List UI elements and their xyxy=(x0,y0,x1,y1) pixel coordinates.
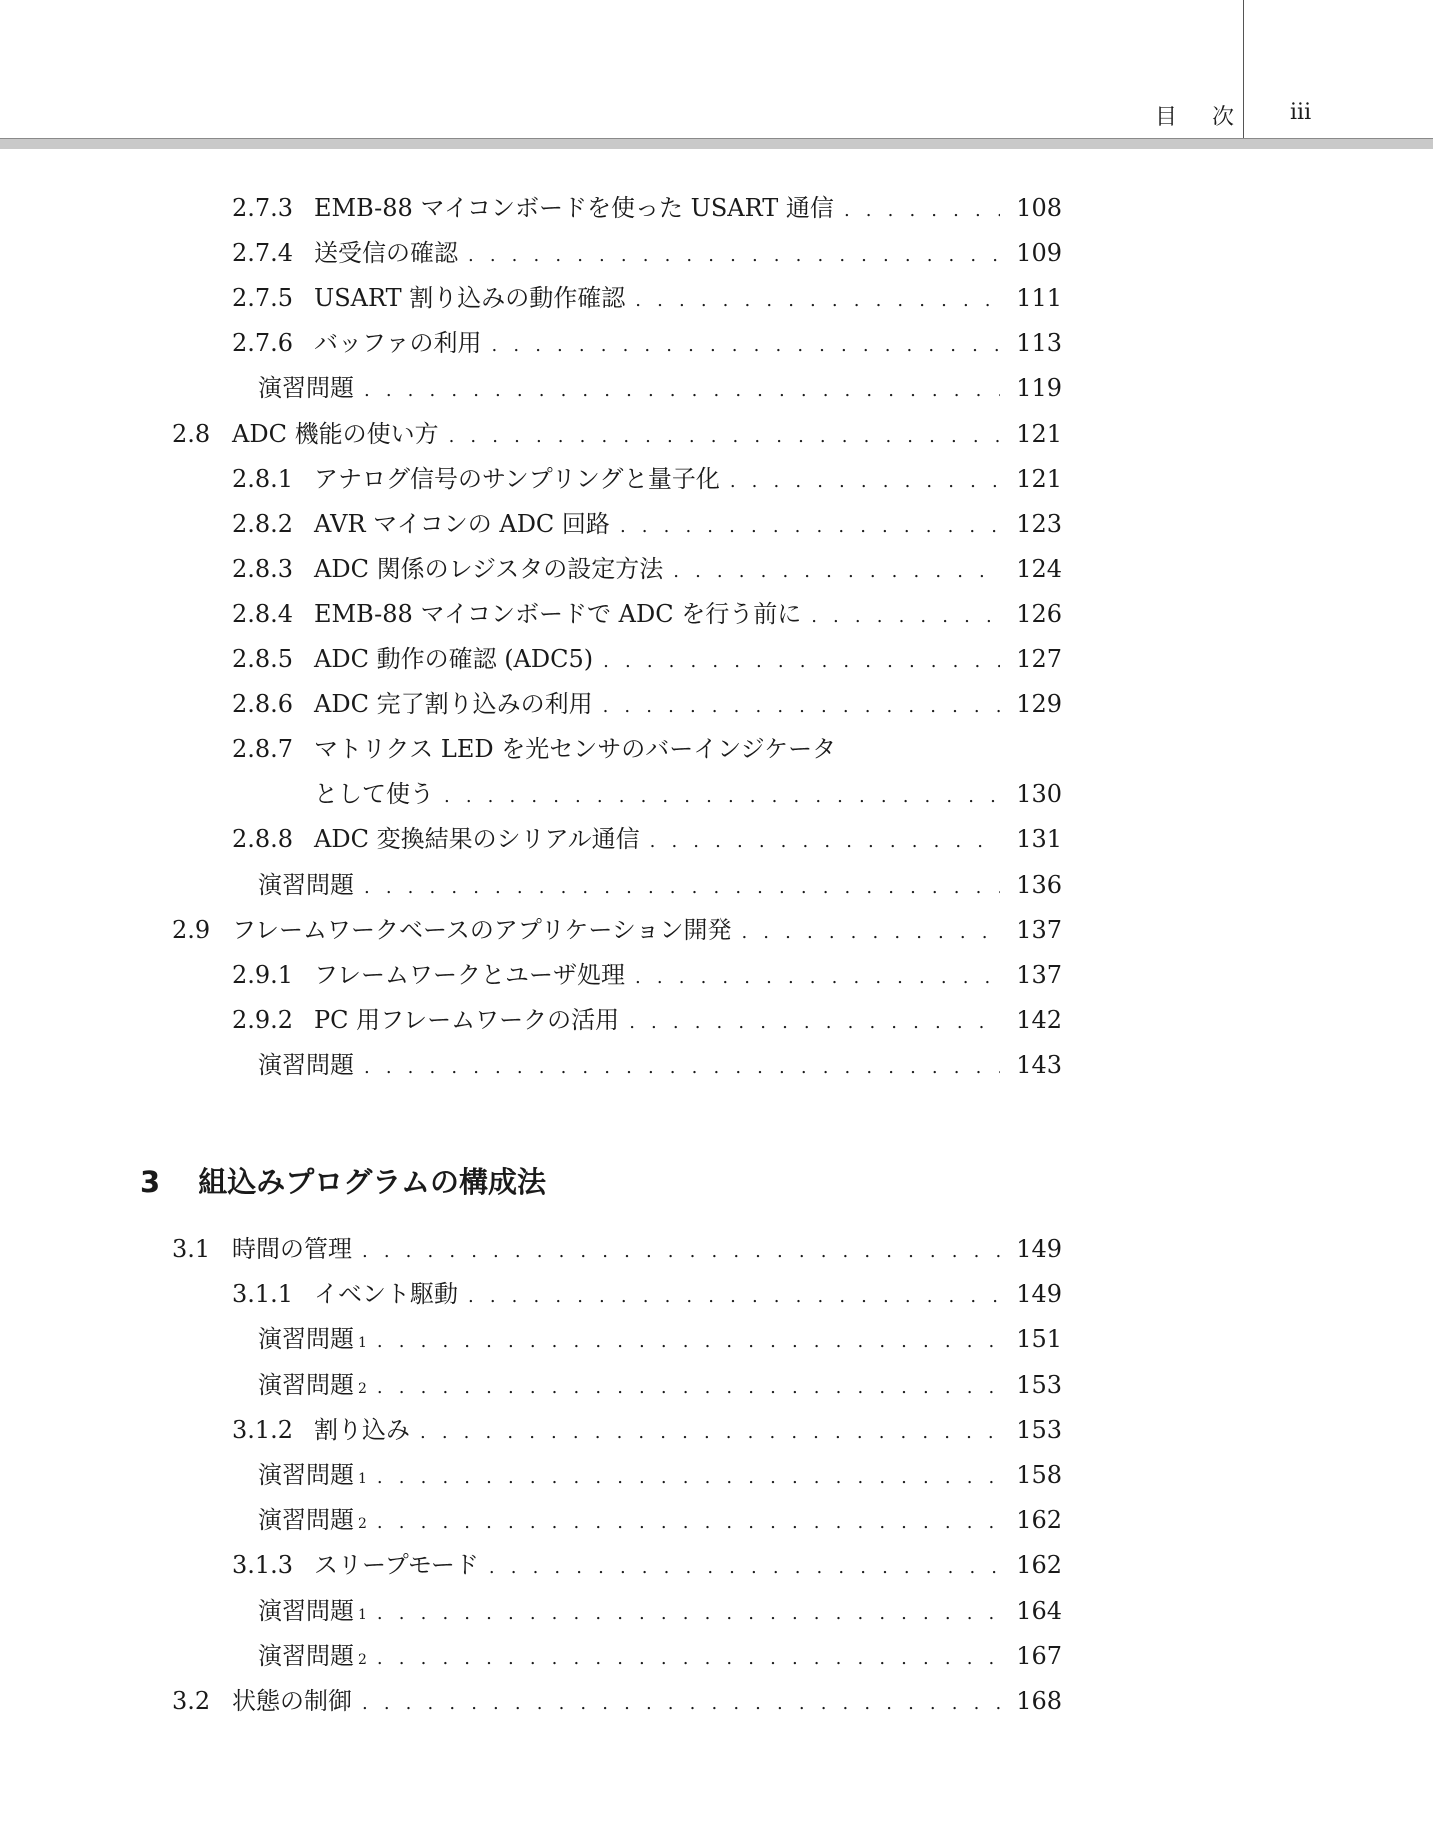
toc-entry-page: 137 xyxy=(1016,915,1062,944)
toc-entry xyxy=(232,462,1062,496)
dot-leader xyxy=(377,1503,1000,1540)
toc-entry xyxy=(232,687,1062,721)
toc-entry-page: 131 xyxy=(1016,825,1062,854)
toc-entry-subscript: 1 xyxy=(358,1335,367,1352)
toc-entry-page: 121 xyxy=(1016,419,1062,448)
dot-leader xyxy=(603,687,1000,724)
toc-entry-page: 130 xyxy=(1016,780,1062,809)
toc-entry xyxy=(258,1458,1062,1492)
toc-entry-page: 123 xyxy=(1016,509,1062,538)
toc-entry xyxy=(258,1322,1062,1356)
toc-entry xyxy=(232,191,1062,225)
toc-entry-title: マトリクス LED を光センサのバーインジケータ xyxy=(314,735,837,764)
toc-entry-title: 演習問題 xyxy=(258,1506,354,1535)
toc-entry-title: 演習問題 xyxy=(258,1325,354,1354)
dot-leader xyxy=(468,236,1000,273)
toc-entry-page: 124 xyxy=(1016,554,1062,583)
toc-entry xyxy=(172,1232,1062,1266)
toc-entry-page: 158 xyxy=(1016,1461,1062,1489)
toc-entry-subscript: 2 xyxy=(358,1380,367,1397)
header-rule xyxy=(0,138,1433,149)
dot-leader xyxy=(730,462,1000,499)
toc-entry xyxy=(258,868,1062,902)
toc-entry-title: 演習問題 xyxy=(258,1370,354,1399)
chapter-heading xyxy=(140,1160,546,1201)
toc-entry-page: 129 xyxy=(1016,690,1062,719)
toc-entry-title: 演習問題 xyxy=(258,1461,354,1489)
toc-entry-title: アナログ信号のサンプリングと量子化 xyxy=(314,464,720,493)
toc-entry-title: スリープモード xyxy=(314,1551,479,1580)
toc-entry xyxy=(232,507,1062,541)
dot-leader xyxy=(444,777,1000,814)
toc-entry-page: 162 xyxy=(1016,1551,1062,1580)
dot-leader xyxy=(377,1594,1000,1631)
toc-entry-number: 2.8.2 xyxy=(232,509,294,538)
toc-entry-page: 167 xyxy=(1016,1641,1062,1670)
toc-entry-number: 2.8.6 xyxy=(232,690,294,719)
toc-entry-page: 164 xyxy=(1016,1596,1062,1625)
toc-entry-title: USART 割り込みの動作確認 xyxy=(314,284,626,313)
dot-leader xyxy=(673,552,1000,589)
toc-entry-title: 演習問題 xyxy=(258,1050,354,1079)
toc-entry-number: 3.1.3 xyxy=(232,1551,294,1580)
toc-entry xyxy=(232,1548,1062,1582)
toc-entry xyxy=(232,552,1062,586)
dot-leader xyxy=(377,1322,1000,1359)
toc-entry-title: AVR マイコンの ADC 回路 xyxy=(314,509,610,538)
toc-entry-title: 送受信の確認 xyxy=(314,239,458,268)
toc-entry xyxy=(258,1594,1062,1628)
dot-leader xyxy=(420,1413,1000,1450)
toc-entry-title: フレームワークベースのアプリケーション開発 xyxy=(232,915,732,944)
dot-leader xyxy=(635,281,1000,318)
dot-leader xyxy=(449,417,1000,454)
dot-leader xyxy=(650,822,1000,859)
toc-entry-page: 142 xyxy=(1016,1005,1062,1034)
toc-entry-page: 168 xyxy=(1016,1687,1062,1715)
running-head: 目 次 xyxy=(1155,105,1248,130)
toc-entry-number: 3.1.1 xyxy=(232,1280,294,1309)
toc-entry xyxy=(232,642,1062,676)
toc-entry-title: ADC 機能の使い方 xyxy=(232,419,439,448)
toc-entry-title: 演習問題 xyxy=(258,1596,354,1625)
toc-entry-number: 2.9.2 xyxy=(232,1005,294,1034)
toc-entry-number: 2.8.8 xyxy=(232,825,294,854)
toc-entry xyxy=(232,281,1062,315)
toc-entry-title: EMB-88 マイコンボードを使った USART 通信 xyxy=(314,194,834,222)
toc-entry-subscript: 1 xyxy=(358,1471,367,1487)
dot-leader xyxy=(377,1639,1000,1676)
toc-entry xyxy=(232,958,1062,992)
toc-entry-page: 153 xyxy=(1016,1415,1062,1444)
toc-entry-number: 3.1 xyxy=(172,1235,211,1263)
toc-entry-title: イベント駆動 xyxy=(314,1280,458,1309)
toc-entry xyxy=(232,822,1062,856)
toc-entry-number: 2.9 xyxy=(172,915,211,944)
toc-entry-page: 149 xyxy=(1016,1280,1062,1309)
dot-leader xyxy=(362,1684,1000,1721)
toc-entry-number: 3.1.2 xyxy=(232,1415,294,1444)
toc-entry-page: 126 xyxy=(1016,599,1062,628)
toc-entry-page: 149 xyxy=(1016,1235,1062,1263)
toc-entry xyxy=(232,732,1062,766)
toc-entry-page: 137 xyxy=(1016,960,1062,989)
dot-leader xyxy=(741,913,1000,950)
toc-entry-subscript: 2 xyxy=(358,1651,367,1668)
toc-entry-page: 109 xyxy=(1016,239,1062,268)
dot-leader xyxy=(468,1277,1000,1314)
toc-entry-subscript: 2 xyxy=(358,1516,367,1533)
toc-entry xyxy=(172,1684,1062,1718)
toc-entry-title: 状態の制御 xyxy=(232,1687,352,1715)
toc-entry xyxy=(232,1277,1062,1311)
toc-entry-number: 2.8.1 xyxy=(232,464,294,493)
toc-entry xyxy=(172,417,1062,451)
toc-entry-title: ADC 完了割り込みの利用 xyxy=(314,690,593,719)
toc-entry-page: 153 xyxy=(1016,1370,1062,1399)
toc-entry-number: 2.7.3 xyxy=(232,194,294,222)
toc-entry-title: 演習問題 xyxy=(258,374,354,403)
chapter-title: 組込みプログラムの構成法 xyxy=(198,1165,547,1199)
toc-entry-title: 割り込み xyxy=(314,1415,410,1444)
toc-entry-number: 2.8.3 xyxy=(232,554,294,583)
dot-leader xyxy=(492,326,1000,363)
dot-leader xyxy=(364,371,1000,408)
toc-entry-page: 127 xyxy=(1016,645,1062,673)
toc-entry-title: ADC 動作の確認 (ADC5) xyxy=(314,645,594,673)
toc-entry xyxy=(232,1413,1062,1447)
toc-entry-number: 2.9.1 xyxy=(232,960,294,989)
toc-entry-page: 136 xyxy=(1016,870,1062,899)
dot-leader xyxy=(489,1548,1000,1585)
toc-entry-number: 2.8.5 xyxy=(232,645,294,673)
toc-entry-title: フレームワークとユーザ処理 xyxy=(314,960,626,989)
dot-leader xyxy=(811,597,1000,634)
toc-entry-page: 113 xyxy=(1016,329,1062,358)
dot-leader xyxy=(635,958,1000,995)
toc-entry-title: ADC 変換結果のシリアル通信 xyxy=(314,825,640,854)
toc-entry-title: ADC 関係のレジスタの設定方法 xyxy=(314,554,664,583)
toc-entry-number: 2.7.5 xyxy=(232,284,294,313)
toc-entry-page: 121 xyxy=(1016,464,1062,493)
toc-entry-title: 演習問題 xyxy=(258,870,354,899)
toc-entry-title: バッファの利用 xyxy=(314,329,482,358)
dot-leader xyxy=(620,507,1000,544)
toc-entry xyxy=(232,1003,1062,1037)
toc-entry-title: 時間の管理 xyxy=(232,1235,352,1263)
toc-entry-title: として使う xyxy=(314,780,434,809)
toc-entry xyxy=(232,326,1062,360)
toc-entry-number: 2.8 xyxy=(172,419,211,448)
dot-leader xyxy=(362,1232,1000,1269)
toc-entry xyxy=(258,1368,1062,1402)
toc-entry-title: EMB-88 マイコンボードで ADC を行う前に xyxy=(314,599,802,628)
toc-entry xyxy=(232,597,1062,631)
toc-entry-title: 演習問題 xyxy=(258,1641,354,1670)
toc-entry-number: 2.7.4 xyxy=(232,239,294,268)
toc-entry xyxy=(258,371,1062,405)
toc-entry-page: 151 xyxy=(1016,1325,1062,1354)
toc-entry-page: 111 xyxy=(1016,284,1062,313)
toc-entry xyxy=(172,913,1062,947)
toc-entry-page: 108 xyxy=(1016,194,1062,222)
toc-entry-page: 162 xyxy=(1016,1506,1062,1535)
toc-entry xyxy=(232,236,1062,270)
toc-entry xyxy=(258,1639,1062,1673)
dot-leader xyxy=(844,191,1000,228)
toc-entry-number: 2.8.4 xyxy=(232,599,294,628)
dot-leader xyxy=(377,1368,1000,1405)
toc-entry-number: 2.7.6 xyxy=(232,329,294,358)
toc-entry xyxy=(258,1503,1062,1537)
toc-entry-title: PC 用フレームワークの活用 xyxy=(314,1005,620,1034)
dot-leader xyxy=(364,1048,1000,1085)
toc-entry-number: 3.2 xyxy=(172,1687,211,1715)
toc-entry xyxy=(314,777,1062,811)
toc-entry-subscript: 1 xyxy=(358,1606,367,1623)
dot-leader xyxy=(603,642,1000,679)
toc-entry xyxy=(258,1048,1062,1082)
toc-entry-page: 119 xyxy=(1016,374,1062,403)
dot-leader xyxy=(629,1003,1000,1040)
toc-entry-number: 2.8.7 xyxy=(232,735,294,764)
page-number: iii xyxy=(1290,100,1312,125)
toc-entry-page: 143 xyxy=(1016,1050,1062,1079)
chapter-number: 3 xyxy=(140,1165,161,1199)
dot-leader xyxy=(364,868,1000,905)
dot-leader xyxy=(377,1458,1000,1495)
